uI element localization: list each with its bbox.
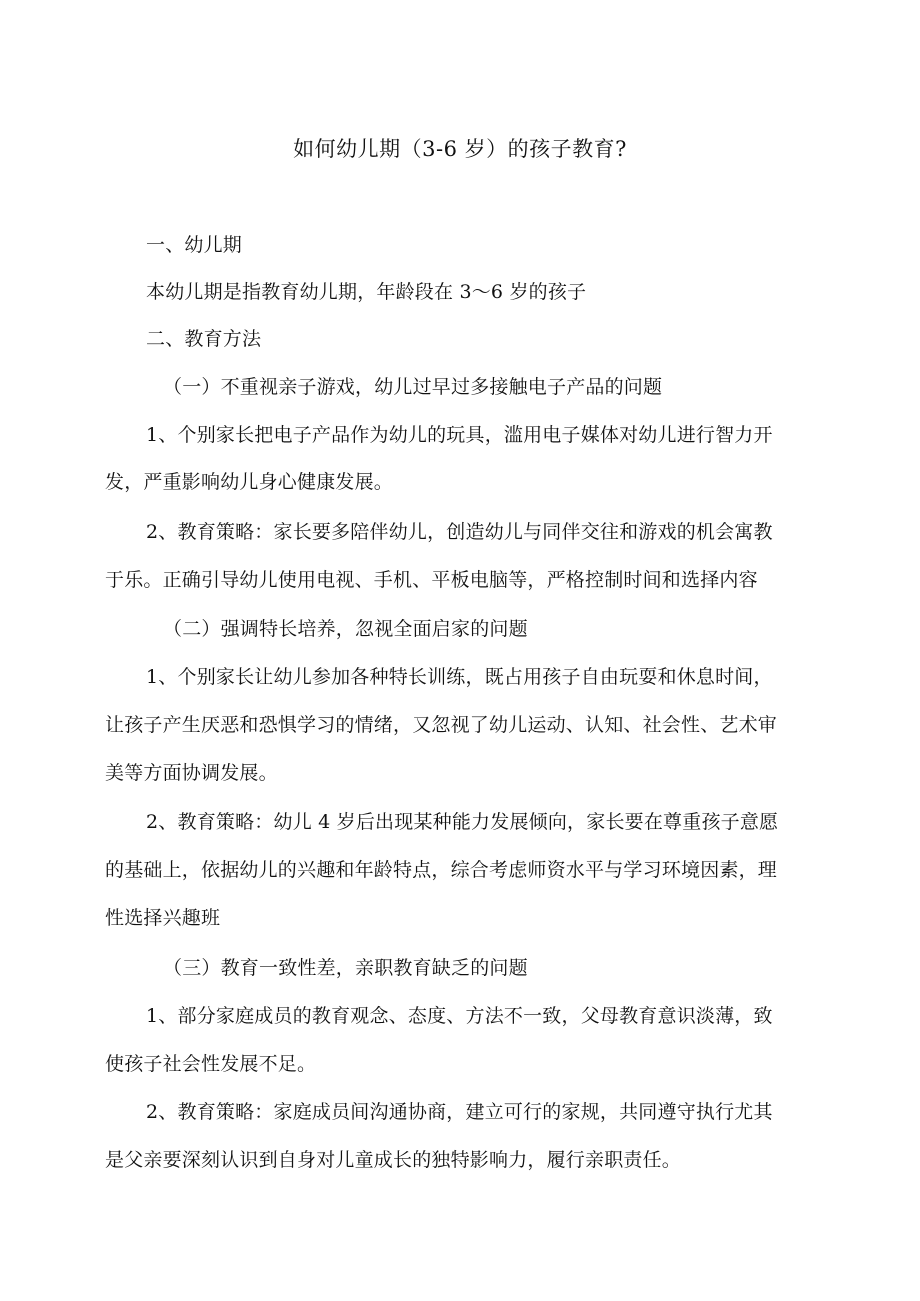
paragraph-line: 2、教育策略：家庭成员间沟通协商，建立可行的家规，共同遵守执行尤其 [146,1101,773,1123]
paragraph-line: 美等方面协调发展。 [105,762,278,784]
heading-section-2: 二、教育方法 [146,328,262,350]
subheading-3: （三）教育一致性差，亲职教育缺乏的问题 [163,957,528,979]
paragraph-line: 性选择兴趣班 [105,907,221,929]
paragraph-line: 2、教育策略：幼儿 4 岁后出现某种能力发展倾向，家长要在尊重孩子意愿 [146,811,779,833]
paragraph-line: 让孩子产生厌恶和恐惧学习的情绪，又忽视了幼儿运动、认知、社会性、艺术审 [105,714,778,736]
paragraph-definition: 本幼儿期是指教育幼儿期，年龄段在 3～6 岁的孩子 [146,281,587,303]
document-title: 如何幼儿期（3-6 岁）的孩子教育? [293,137,627,161]
paragraph-line: 2、教育策略：家长要多陪伴幼儿，创造幼儿与同伴交往和游戏的机会寓教 [146,521,773,543]
paragraph-line: 1、个别家长让幼儿参加各种特长训练，既占用孩子自由玩耍和休息时间， [146,666,773,688]
heading-section-1: 一、幼儿期 [146,234,243,256]
subheading-1: （一）不重视亲子游戏，幼儿过早过多接触电子产品的问题 [163,376,663,398]
subheading-2: （二）强调特长培养，忽视全面启家的问题 [163,618,528,640]
paragraph-line: 1、部分家庭成员的教育观念、态度、方法不一致，父母教育意识淡薄，致 [146,1005,773,1027]
paragraph-line: 的基础上，依据幼儿的兴趣和年龄特点，综合考虑师资水平与学习环境因素，理 [105,859,778,881]
paragraph-line: 1、个别家长把电子产品作为幼儿的玩具，滥用电子媒体对幼儿进行智力开 [146,424,773,446]
paragraph-line: 使孩子社会性发展不足。 [105,1053,317,1075]
paragraph-line: 于乐。正确引导幼儿使用电视、手机、平板电脑等，严格控制时间和选择内容 [105,569,758,591]
paragraph-line: 是父亲要深刻认识到自身对儿童成长的独特影响力，履行亲职责任。 [105,1149,682,1171]
paragraph-line: 发，严重影响幼儿身心健康发展。 [105,471,394,493]
